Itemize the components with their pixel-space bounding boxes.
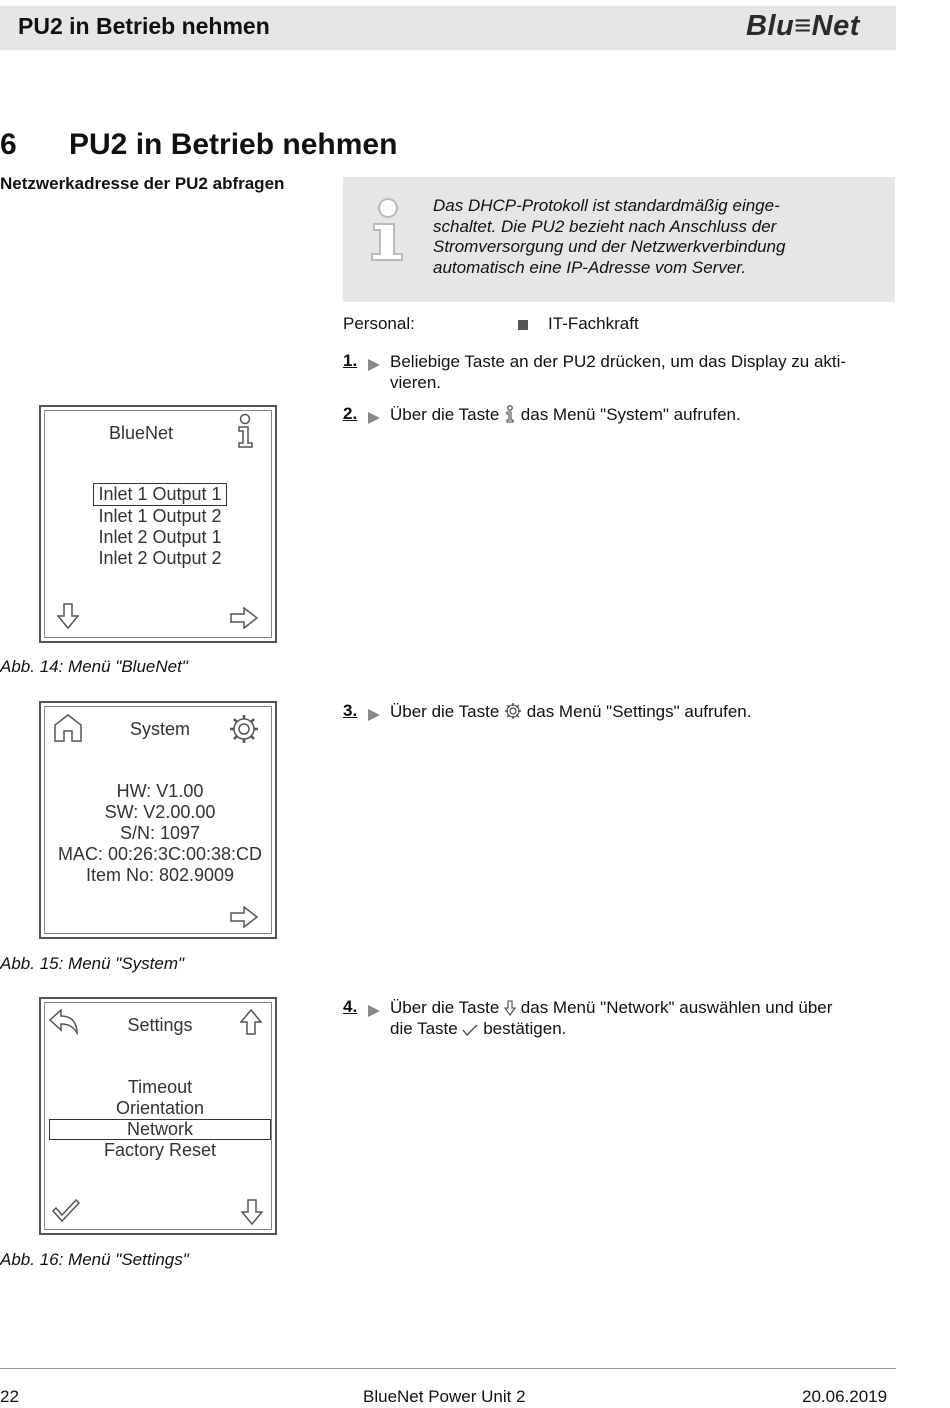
step-text-before: Über die Taste	[390, 998, 500, 1017]
device-screen-settings	[39, 997, 277, 1235]
step-arrow-icon	[366, 1005, 382, 1017]
step-text-before: Über die Taste	[390, 702, 500, 721]
step-text-before: die Taste	[390, 1019, 458, 1038]
menu-item[interactable]: Factory Reset	[103, 1140, 217, 1160]
hardware-version: HW: V1.00	[116, 781, 204, 801]
software-version: SW: V2.00.00	[104, 802, 216, 822]
device-screen-system	[39, 701, 277, 939]
step-line	[390, 997, 895, 1018]
info-key-icon[interactable]	[234, 413, 256, 449]
selection-frame	[49, 1119, 271, 1140]
page-number: 22	[0, 1387, 19, 1406]
menu-item-label: Network	[126, 1119, 193, 1139]
step-arrow-icon	[366, 412, 382, 424]
step-text-after: das Menü "Settings" aufrufen.	[526, 702, 752, 721]
arrow-down-icon[interactable]	[241, 1199, 263, 1225]
menu-item[interactable]: Inlet 2 Output 2	[98, 548, 222, 568]
arrow-down-icon[interactable]	[57, 603, 79, 629]
info-icon	[368, 196, 408, 262]
check-icon[interactable]	[52, 1199, 80, 1223]
info-key-icon	[504, 405, 516, 423]
arrow-up-icon[interactable]	[240, 1009, 262, 1035]
screen-title: BlueNet	[108, 423, 174, 443]
figure-caption: Abb. 15: Menü "System"	[0, 954, 185, 973]
item-number: Item No: 802.9009	[85, 865, 235, 885]
footer-product: BlueNet Power Unit 2	[363, 1387, 526, 1406]
bullet-square-icon	[518, 320, 528, 330]
info-line: automatisch eine IP-Adresse vom Server.	[433, 257, 747, 277]
chapter-number: 6	[0, 128, 17, 161]
step-text	[390, 404, 895, 425]
info-line: Stromversorgung und der Netzwerkverbindung	[433, 237, 786, 256]
brand-logo: Blu≡Net	[746, 10, 860, 42]
step-line: vieren.	[390, 373, 442, 392]
step-text-after: das Menü "System" aufrufen.	[520, 405, 741, 424]
menu-list	[41, 483, 279, 569]
gear-icon	[504, 702, 522, 720]
serial-number: S/N: 1097	[119, 823, 201, 843]
menu-item[interactable]: Timeout	[127, 1077, 193, 1097]
step-number: 2.	[343, 404, 358, 423]
menu-item[interactable]: Inlet 1 Output 2	[98, 506, 222, 526]
menu-item[interactable]: Orientation	[115, 1098, 205, 1118]
check-icon	[462, 1023, 478, 1037]
menu-list	[41, 1077, 279, 1161]
step-arrow-icon	[366, 709, 382, 721]
info-line: schaltet. Die PU2 bezieht nach Anschluss der	[433, 216, 777, 236]
step-line	[390, 1018, 895, 1039]
system-info	[41, 781, 279, 886]
menu-item[interactable]: Inlet 2 Output 1	[98, 527, 222, 547]
step-text	[390, 997, 895, 1039]
arrow-right-icon[interactable]	[230, 607, 258, 629]
screen-title: System	[129, 719, 190, 739]
arrow-down-icon	[504, 1000, 516, 1016]
step-number: 1.	[343, 351, 358, 370]
personal-value: IT-Fachkraft	[548, 314, 639, 333]
step-text-after: das Menü "Network" auswählen und über	[520, 998, 833, 1017]
header-title: PU2 in Betrieb nehmen	[18, 13, 270, 39]
gear-icon[interactable]	[229, 714, 259, 744]
step-number: 3.	[343, 701, 358, 720]
step-arrow-icon	[366, 359, 382, 371]
info-text	[433, 196, 873, 278]
footer-divider	[0, 1368, 896, 1369]
section-heading: Netzwerkadresse der PU2 abfragen	[0, 174, 285, 193]
step-text	[390, 351, 895, 393]
info-line: Das DHCP-Protokoll ist standardmäßig einge-	[433, 196, 780, 215]
personal-label: Personal:	[343, 314, 415, 333]
chapter-title: PU2 in Betrieb nehmen	[69, 128, 398, 161]
menu-item-label: Inlet 1 Output 1	[93, 483, 226, 506]
step-text-after: bestätigen.	[483, 1019, 567, 1038]
mac-address: MAC: 00:26:3C:00:38:CD	[57, 844, 263, 864]
footer-date: 20.06.2019	[802, 1387, 888, 1406]
step-number: 4.	[343, 997, 358, 1016]
figure-caption: Abb. 14: Menü "BlueNet"	[0, 657, 188, 676]
device-screen-bluenet	[39, 405, 277, 643]
figure-caption: Abb. 16: Menü "Settings"	[0, 1250, 189, 1269]
menu-item-selected[interactable]	[41, 483, 279, 506]
step-line: Beliebige Taste an der PU2 drücken, um das Display zu akti-	[390, 352, 847, 371]
menu-item-selected[interactable]	[41, 1119, 279, 1140]
step-text-before: Über die Taste	[390, 405, 500, 424]
step-text	[390, 701, 895, 722]
screen-title: Settings	[127, 1015, 193, 1035]
arrow-right-icon[interactable]	[230, 906, 258, 928]
